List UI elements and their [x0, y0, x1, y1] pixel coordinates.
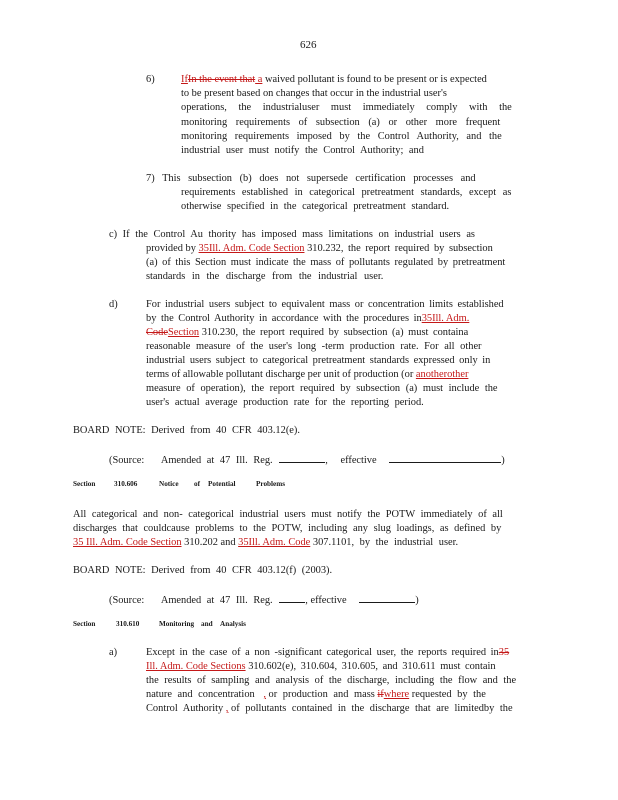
item-6-number: 6)	[146, 74, 155, 85]
text-run: terms of allowable pollutant discharge per unit of production (or	[146, 369, 414, 380]
para-606-line-3	[73, 536, 458, 550]
section-number: 310.610	[116, 620, 140, 628]
text-run: requested by the	[411, 689, 486, 700]
deleted-text: In the event that	[187, 74, 256, 85]
item-7-line-1: 7) This subsection (b) does not supersede certification processes and	[146, 173, 476, 184]
item-a-line-3: the results of sampling and analysis of the discharge, including the flow and the	[146, 675, 517, 686]
text-run: by the Control Authority in accordance with the procedures in	[146, 313, 422, 324]
item-d-line-3	[146, 326, 468, 340]
text-run: Control Authority	[146, 703, 224, 714]
section-title-word: and	[201, 620, 213, 628]
section-title-word: of	[194, 480, 200, 488]
item-c-line-3: (a) of this Section must indicate the mass of pollutants regulated by pretreatment	[146, 257, 506, 268]
item-c-line-2	[146, 242, 493, 256]
inserted-text: If	[181, 74, 188, 85]
text-run: waived pollutant is found to be present or is expected	[264, 74, 487, 85]
effective-label: effective	[340, 455, 377, 466]
section-title-word: Notice	[159, 480, 179, 488]
source-note	[109, 592, 419, 608]
board-note: BOARD NOTE: Derived from 40 CFR 403.12(e).	[73, 425, 300, 436]
item-d-line-8: user's actual average production rate for the reporting period.	[146, 397, 424, 408]
source-label: (Source:	[109, 455, 145, 466]
item-6-line-5: monitoring requirements imposed by the Control Authority, and the	[181, 131, 502, 142]
item-d-line-4: reasonable measure of the user's long -term production rate. For all other	[146, 341, 482, 352]
text-run: nature and concentration	[146, 689, 255, 700]
inserted-text: anotherother	[415, 369, 469, 380]
item-6-line-1	[181, 73, 487, 87]
para-606-line-1: All categorical and non- categorical industrial users must notify the POTW immediately of all	[73, 509, 503, 520]
section-title-word: Potential	[208, 480, 236, 488]
source-text: Amended at 47 Ill. Reg.	[160, 595, 273, 606]
item-a-line-1	[146, 646, 509, 660]
blank-line	[359, 592, 415, 603]
source-label: (Source:	[109, 595, 145, 606]
item-7-line-3: otherwise specified in the categorical pretreatment standard.	[181, 201, 450, 212]
deleted-text: Code	[146, 327, 168, 338]
item-a-number: a)	[109, 647, 118, 658]
inserted-text: 35Ill. Adm. Code	[238, 537, 311, 548]
text-run: 310.232, the report required by subsection	[307, 243, 493, 254]
blank-line	[389, 452, 501, 463]
section-title-word: Analysis	[220, 620, 246, 628]
page-number: 626	[300, 39, 317, 51]
item-d-line-5: industrial users subject to categorical pretreatment standards expressed only in	[146, 355, 491, 366]
item-a-line-2	[146, 660, 496, 674]
item-c-line-4: standards in the discharge from the industrial user.	[146, 271, 384, 282]
text-run: 310.602(e), 310.604, 310.605, and 310.611 must contain	[248, 661, 496, 672]
item-d-line-6	[146, 368, 468, 382]
close-paren: )	[415, 595, 419, 606]
item-d-line-1: For industrial users subject to equivalent mass or concentration limits established	[146, 299, 504, 310]
blank-line	[279, 592, 305, 603]
inserted-text: 35Ill. Adm.	[421, 313, 470, 324]
effective-label: , effective	[305, 595, 347, 606]
section-label: Section	[73, 480, 96, 488]
blank-line	[279, 452, 325, 463]
text-run: 307.1101, by the industrial user.	[312, 537, 459, 548]
inserted-text: 35Ill. Adm. Code Section	[198, 243, 305, 254]
deleted-text: if	[377, 689, 384, 700]
inserted-text: ,	[225, 703, 229, 714]
item-6-line-3: operations, the industrialuser must immediately comply with the	[181, 102, 512, 113]
section-title-word: Monitoring	[159, 620, 195, 628]
item-a-line-4	[146, 688, 486, 702]
item-d-line-7: measure of operation), the report required by subsection (a) must include the	[146, 383, 498, 394]
section-number: 310.606	[114, 480, 138, 488]
inserted-text: ,	[263, 689, 266, 700]
inserted-text: Section	[167, 327, 200, 338]
board-note: BOARD NOTE: Derived from 40 CFR 403.12(f) (2003).	[73, 565, 333, 576]
text-run: 310.202 and	[184, 537, 236, 548]
deleted-text: 35	[498, 647, 510, 658]
item-d-line-2	[146, 312, 469, 326]
text-run: or production and mass	[268, 689, 375, 700]
text-run: 310.230, the report required by subsection (a) must containa	[201, 327, 469, 338]
text-run: Except in the case of a non -significant categorical user, the reports required in	[146, 647, 499, 658]
item-c-line-1: c) If the Control Au thority has imposed mass limitations on industrial users as	[109, 229, 475, 240]
text-run: provided by	[146, 243, 196, 254]
close-paren: )	[501, 455, 505, 466]
section-title-word: Problems	[256, 480, 286, 488]
item-6-line-2: to be present based on changes that occur in the industrial user's	[181, 88, 447, 99]
inserted-text: where	[383, 689, 410, 700]
source-text: Amended at 47 Ill. Reg.	[160, 455, 273, 466]
item-d-number: d)	[109, 299, 118, 310]
inserted-text: a	[255, 74, 263, 85]
inserted-text: Ill. Adm. Code Sections	[146, 661, 246, 672]
item-6-line-6: industrial user must notify the Control Authority; and	[181, 145, 424, 156]
text-run: of pollutants contained in the discharge that are limitedby the	[231, 703, 513, 714]
item-6-line-4: monitoring requirements of subsection (a) or other more frequent	[181, 117, 501, 128]
item-7-line-2: requirements established in categorical pretreatment standards, except as	[181, 187, 512, 198]
section-label: Section	[73, 620, 96, 628]
para-606-line-2: discharges that couldcause problems to the POTW, including any slug loadings, as defined by	[73, 523, 502, 534]
source-note: (Source: Amended at 47 Ill. Reg. , effective )	[109, 452, 505, 468]
inserted-text: 35 Ill. Adm. Code Section	[73, 537, 182, 548]
item-a-line-5	[146, 702, 513, 716]
